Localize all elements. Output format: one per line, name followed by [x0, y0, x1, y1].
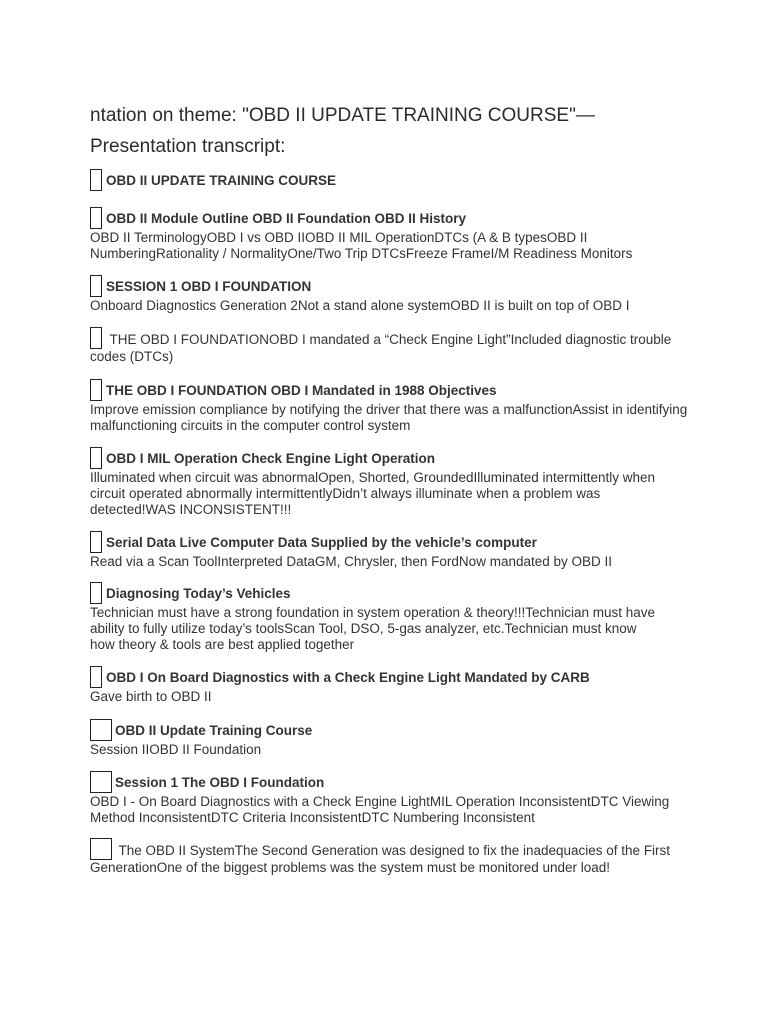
slide-4 [90, 327, 680, 365]
slide-thumbnail-icon[interactable] [90, 666, 102, 688]
slide-title: OBD II UPDATE TRAINING COURSE [106, 172, 337, 188]
slide-body: Gave birth to OBD II [90, 689, 212, 704]
slide-body: Technician must have a strong foundation in system operation & theory!!!Technician must have ability to fully utilize today’s toolsScan Tool, DSO, 5-gas analyzer, etc.Technician must know how theory & tools are best applied together [90, 605, 656, 652]
slide-12 [90, 838, 680, 876]
slide-title: Session 1 The OBD I Foundation [115, 774, 325, 790]
slide-3 [90, 274, 690, 314]
slide-8 [90, 581, 660, 653]
slide-thumbnail-icon[interactable] [90, 379, 102, 401]
slide-1 [90, 168, 336, 192]
slide-thumbnail-icon[interactable] [90, 582, 102, 604]
slide-body: Session IIOBD II Foundation [90, 742, 262, 757]
slide-5 [90, 378, 690, 434]
slide-body: Illuminated when circuit was abnormalOpen, Shorted, GroundedIlluminated intermittently when circuit operated abnormally intermittentlyDidn’t always illuminate when a problem was detected!WAS INCONSISTENT!!! [90, 470, 656, 517]
slide-title: THE OBD I FOUNDATION OBD I Mandated in 1988 Objectives [106, 382, 497, 398]
slide-title: OBD I On Board Diagnostics with a Check Engine Light Mandated by CARB [106, 669, 590, 685]
slide-body: Onboard Diagnostics Generation 2Not a stand alone systemOBD II is built on top of OBD I [90, 298, 630, 313]
slide-thumbnail-icon[interactable] [90, 838, 112, 860]
slide-title-text: The OBD II SystemThe Second Generation was designed to fix the inadequacies of the First GenerationOne of the biggest problems was the system must be monitored under load! [90, 843, 671, 875]
slide-10 [90, 718, 690, 758]
slide-thumbnail-icon[interactable] [90, 207, 102, 229]
slide-title: OBD I MIL Operation Check Engine Light Operation [106, 450, 436, 466]
slide-body: OBD II TerminologyOBD I vs OBD IIOBD II MIL OperationDTCs (A & B typesOBD II NumberingRationality / NormalityOne/Two Trip DTCsFreeze FrameI/M Readiness Monitors [90, 230, 633, 261]
slide-title [90, 327, 680, 365]
slide-2 [90, 206, 690, 262]
slide-title: Diagnosing Today’s Vehicles [106, 585, 291, 601]
slide-title: SESSION 1 OBD I FOUNDATION [106, 278, 312, 294]
page-title-line2: Presentation transcript: [90, 136, 286, 157]
slide-6 [90, 446, 680, 518]
slide-thumbnail-icon[interactable] [90, 447, 102, 469]
slide-7 [90, 530, 690, 570]
slide-body: OBD I - On Board Diagnostics with a Check Engine LightMIL Operation InconsistentDTC Viewing Method InconsistentDTC Criteria InconsistentDTC Numbering Inconsistent [90, 794, 670, 825]
slide-thumbnail-icon[interactable] [90, 275, 102, 297]
slide-body: Improve emission compliance by notifying the driver that there was a malfunctionAssist in identifying malfunctioning circuits in the computer control system [90, 402, 688, 433]
slide-11 [90, 770, 670, 826]
slide-thumbnail-icon[interactable] [90, 169, 102, 191]
slide-thumbnail-icon[interactable] [90, 719, 112, 741]
slide-title: OBD II Update Training Course [115, 722, 313, 738]
slide-title [90, 838, 680, 876]
page-title-line1: ntation on theme: "OBD II UPDATE TRAINING COURSE"— [90, 105, 595, 126]
slide-thumbnail-icon[interactable] [90, 531, 102, 553]
slide-body: Read via a Scan ToolInterpreted DataGM, Chrysler, then FordNow mandated by OBD II [90, 554, 613, 569]
slide-9 [90, 665, 690, 705]
slide-thumbnail-icon[interactable] [90, 771, 112, 793]
slide-title: OBD II Module Outline OBD II Foundation OBD II History [106, 210, 466, 226]
slide-thumbnail-icon[interactable] [90, 327, 102, 349]
transcript-page [90, 100, 690, 875]
page-title [90, 100, 690, 162]
slide-title: Serial Data Live Computer Data Supplied by the vehicle’s computer [106, 534, 537, 550]
slide-title-text: THE OBD I FOUNDATIONOBD I mandated a “Check Engine Light”Included diagnostic trouble codes (DTCs) [90, 332, 672, 364]
